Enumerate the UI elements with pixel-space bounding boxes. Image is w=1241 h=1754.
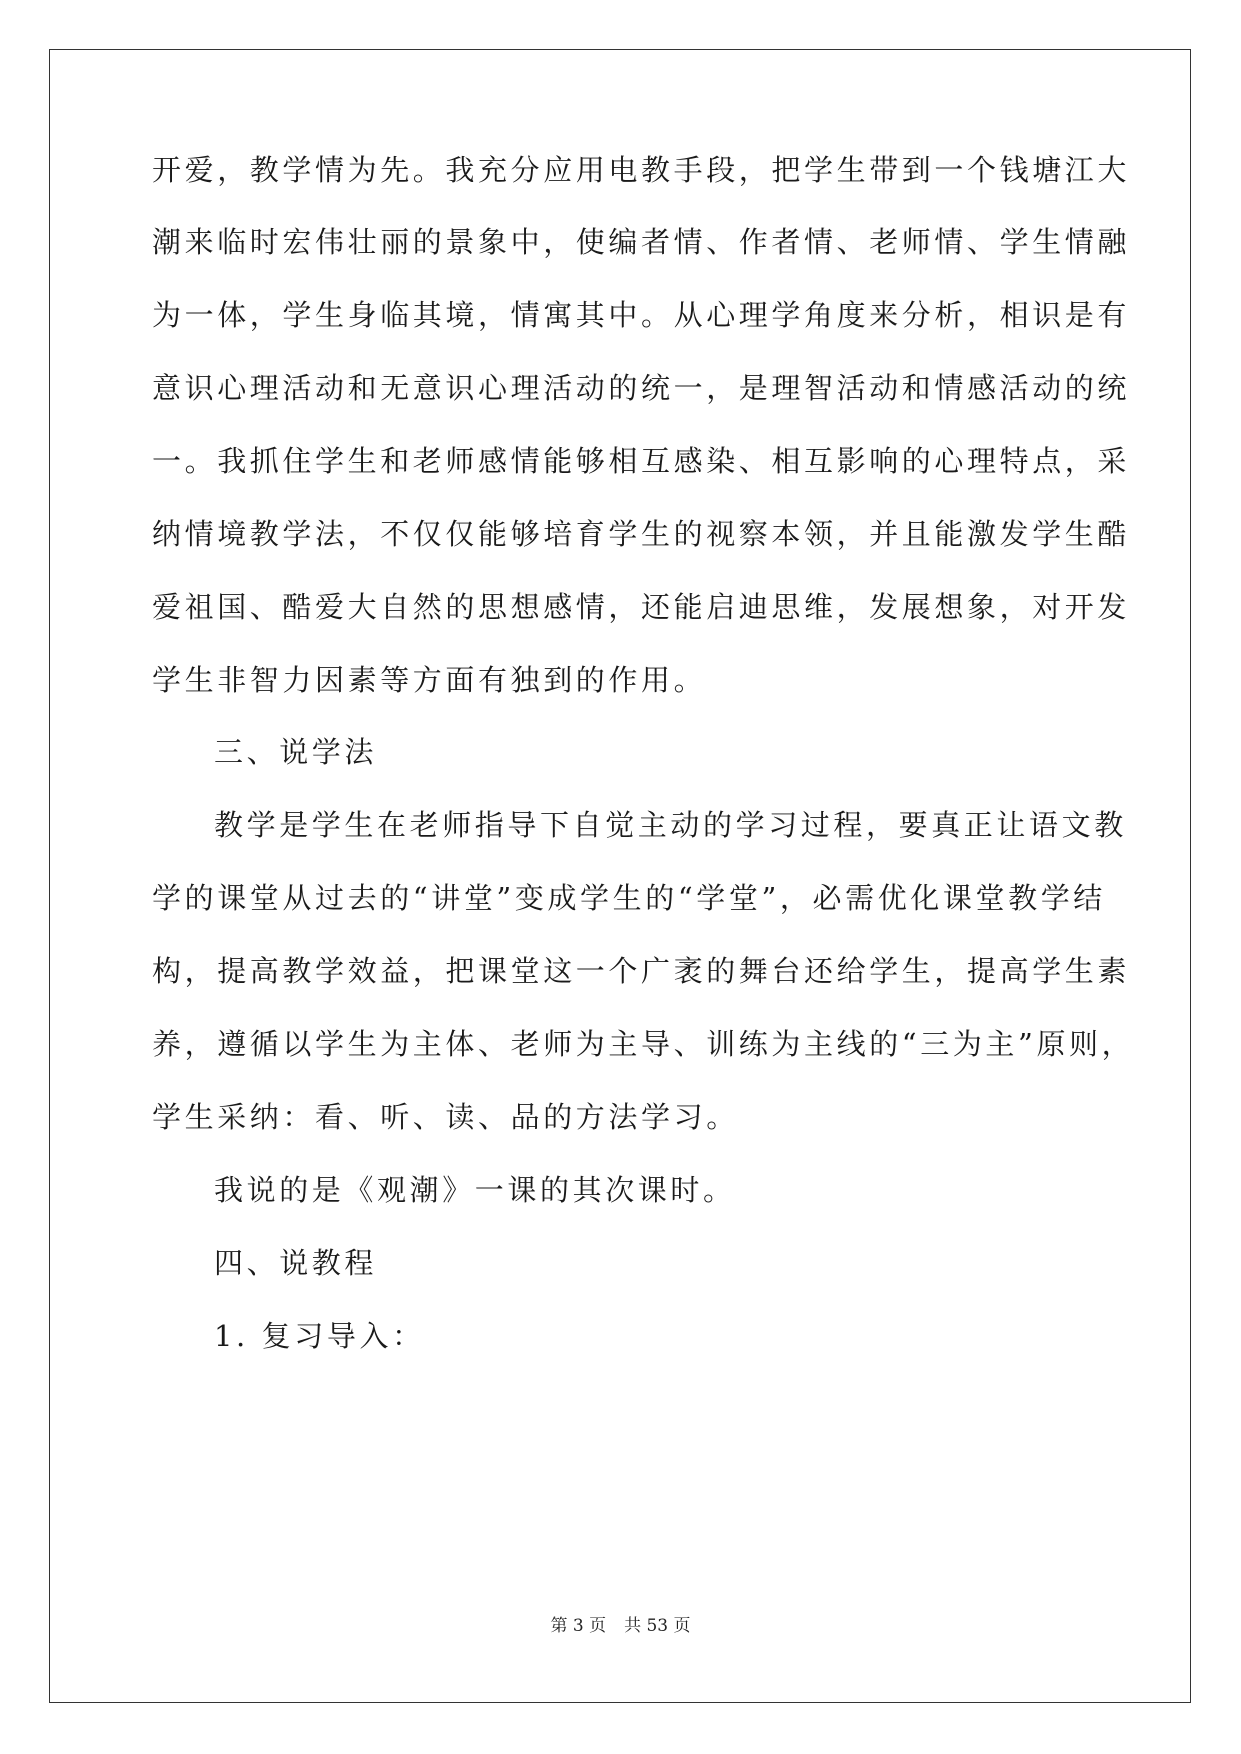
paragraph-1-line-1: 开爱，教学情为先。我充分应用电教手段，把学生带到一个钱塘江大 [152,153,1131,187]
paragraph-1-line-8: 学生非智力因素等方面有独到的作用。 [152,663,707,697]
paragraph-2-line-3: 构，提高教学效益，把课堂这一个广袤的舞台还给学生，提高学生素 [152,954,1131,988]
list-item-1: 1. 复习导入： [214,1319,425,1353]
total-pages: 共 53 页 [624,1616,691,1636]
paragraph-3: 我说的是《观潮》一课的其次课时。 [214,1173,736,1207]
section-heading-study-methods: 三、说学法 [214,735,378,769]
paragraph-2-line-2: 学的课堂从过去的“讲堂”变成学生的“学堂”，必需优化课堂教学结 [152,881,1106,915]
paragraph-2-line-4: 养，遵循以学生为主体、老师为主导、训练为主线的“三为主”原则， [152,1027,1135,1061]
page-number: 第 3 页 [550,1616,607,1636]
paragraph-1-line-6: 纳情境教学法，不仅仅能够培育学生的视察本领，并且能激发学生酷 [152,517,1131,551]
page-footer [0,1615,1241,1637]
paragraph-1-line-4: 意识心理活动和无意识心理活动的统一，是理智活动和情感活动的统 [152,371,1131,405]
paragraph-1-line-5: 一。我抓住学生和老师感情能够相互感染、相互影响的心理特点，采 [152,444,1131,478]
paragraph-1-line-2: 潮来临时宏伟壮丽的景象中，使编者情、作者情、老师情、学生情融 [152,225,1131,259]
paragraph-2-line-5: 学生采纳：看、听、读、品的方法学习。 [152,1100,739,1134]
paragraph-2-line-1: 教学是学生在老师指导下自觉主动的学习过程，要真正让语文教 [214,808,1127,842]
paragraph-1-line-3: 为一体，学生身临其境，情寓其中。从心理学角度来分析，相识是有 [152,298,1131,332]
paragraph-1-line-7: 爱祖国、酷爱大自然的思想感情，还能启迪思维，发展想象，对开发 [152,590,1131,624]
section-heading-teaching-process: 四、说教程 [214,1246,378,1280]
